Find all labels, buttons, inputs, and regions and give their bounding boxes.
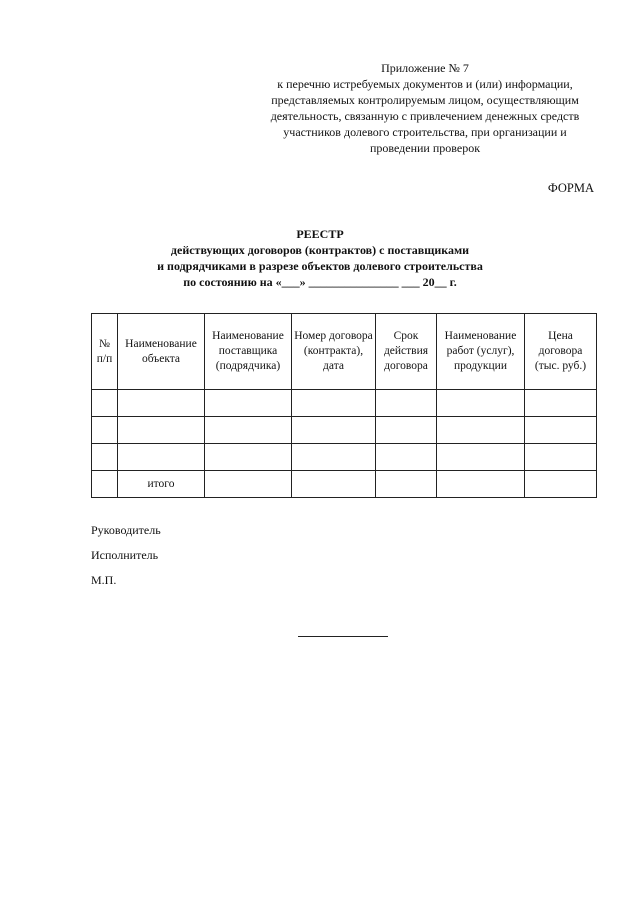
table-cell[interactable] (525, 390, 597, 417)
title-subtitle-line: действующих договоров (контрактов) с поставщиками (170, 243, 470, 257)
table-total-row (92, 471, 597, 498)
header-number: № п/п (92, 314, 118, 390)
appendix-text-line: деятельность, связанную с привлечением денежных средств (270, 109, 580, 123)
table-cell[interactable] (376, 444, 437, 471)
table-cell[interactable] (376, 471, 437, 498)
table-cell[interactable] (92, 471, 118, 498)
registry-table (91, 313, 597, 498)
table-cell[interactable] (205, 390, 292, 417)
header-contract-term: Срок действия договора (376, 314, 437, 390)
signature-executor: Исполнитель (91, 548, 159, 562)
table-cell[interactable] (205, 471, 292, 498)
table-cell[interactable] (118, 390, 205, 417)
table-cell[interactable] (92, 444, 118, 471)
table-cell[interactable] (376, 390, 437, 417)
appendix-header (250, 60, 600, 156)
table-cell[interactable] (292, 471, 376, 498)
table-cell[interactable] (525, 471, 597, 498)
footer-divider (298, 636, 388, 637)
table-cell[interactable] (205, 444, 292, 471)
table-cell[interactable] (292, 417, 376, 444)
table-cell[interactable] (205, 417, 292, 444)
title-date-line: по состоянию на «___» _______________ ___ 20__ г. (183, 275, 457, 289)
header-supplier-name: Наименование поставщика (подрядчика) (205, 314, 292, 390)
table-cell[interactable] (118, 444, 205, 471)
form-label: ФОРМА (547, 181, 594, 195)
table-cell[interactable] (525, 417, 597, 444)
appendix-text-line: проведении проверок (369, 141, 481, 155)
header-works-name: Наименование работ (услуг), продукции (437, 314, 525, 390)
table-row (92, 417, 597, 444)
document-title (0, 226, 640, 290)
appendix-text-line: участников долевого строительства, при организации и (283, 125, 567, 139)
table-cell[interactable] (292, 390, 376, 417)
appendix-text-line: представляемых контролируемым лицом, осуществляющим (271, 93, 579, 107)
header-contract-price: Цена договора (тыс. руб.) (525, 314, 597, 390)
title-main: РЕЕСТР (296, 227, 344, 241)
table-cell[interactable] (92, 417, 118, 444)
table-row (92, 444, 597, 471)
table-cell[interactable] (437, 471, 525, 498)
appendix-number: Приложение № 7 (381, 61, 469, 75)
table-header-row (92, 314, 597, 390)
table-cell[interactable] (376, 417, 437, 444)
table-cell[interactable] (437, 444, 525, 471)
table-cell[interactable] (437, 390, 525, 417)
total-label: итого (118, 471, 205, 498)
appendix-text-line: к перечню истребуемых документов и (или) информации, (277, 77, 573, 91)
table-cell[interactable] (437, 417, 525, 444)
header-contract-number: Номер договора (контракта), дата (292, 314, 376, 390)
table-row (92, 390, 597, 417)
table-cell[interactable] (118, 417, 205, 444)
table-cell[interactable] (292, 444, 376, 471)
stamp-place: М.П. (91, 573, 117, 587)
header-object-name: Наименование объекта (118, 314, 205, 390)
signature-head: Руководитель (91, 523, 161, 537)
title-subtitle-line: и подрядчиками в разрезе объектов долевого строительства (157, 259, 483, 273)
table-cell[interactable] (525, 444, 597, 471)
table-cell[interactable] (92, 390, 118, 417)
